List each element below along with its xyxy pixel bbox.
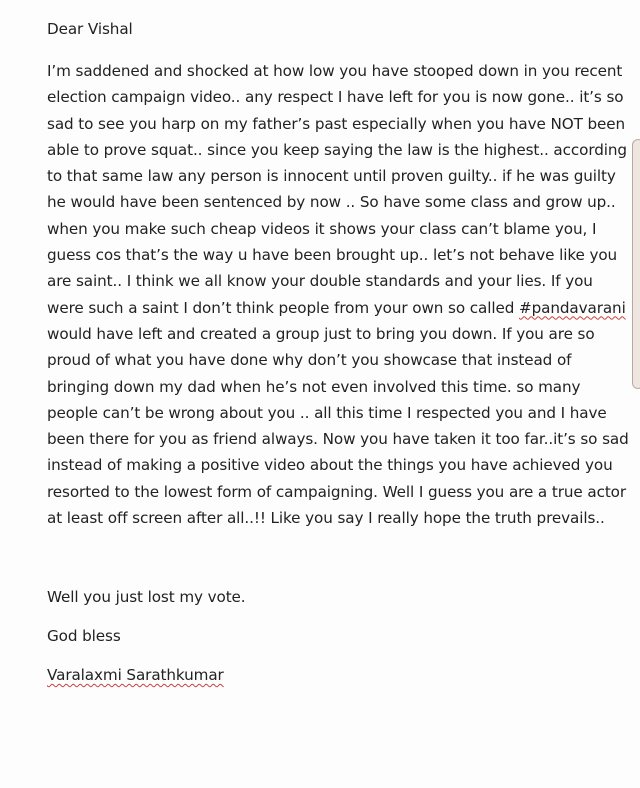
body-line-11: would have left and created a group just to bring you down. If you are so (47, 324, 595, 343)
body-line-17: resorted to the lowest form of campaigning. Well I guess you are a true actor (47, 482, 627, 501)
vertical-scrollbar[interactable] (632, 0, 640, 788)
body-line-9: are saint.. I think we all know your double standards and your lies. If you (47, 272, 593, 291)
body-line-13: bringing down my dad when he’s not even involved this time. so many (47, 377, 581, 396)
body-line-18: at least off screen after all..!! Like you say I really hope the truth prevails.. (47, 509, 605, 528)
body-line-3: sad to see you harp on my father’s past especially when you have NOT been (47, 114, 626, 133)
greeting: Dear Vishal (47, 20, 133, 38)
body-line-4: able to prove squat.. since you keep saying the law is the highest.. according (47, 140, 627, 159)
signature (47, 664, 224, 686)
body-line-5: to that same law any person is innocent until proven guilty.. if he was guilty (47, 167, 616, 186)
closing-line: Well you just lost my vote. (47, 588, 246, 606)
body-line-14: people can’t be wrong about you .. all this time I respected you and I have (47, 403, 607, 422)
body-line-1: I’m saddened and shocked at how low you have stooped down in you recent (47, 62, 623, 80)
body-line-8: guess cos that’s the way u have been brought up.. let’s not behave like you (47, 246, 618, 265)
hashtag-pandavarani: #pandavarani (518, 298, 626, 317)
body-line-16: instead of making a positive video about the things you have achieved you (47, 456, 613, 475)
body-line-6: he would have been sentenced by now .. So have some class and grow up.. (47, 193, 616, 212)
letter-body (47, 58, 629, 531)
body-line-12: proud of what you have done why don’t you showcase that instead of (47, 351, 572, 370)
body-line-15: been there for you as friend always. Now you have taken it too far..it’s so sad (47, 430, 629, 449)
scrollbar-thumb[interactable] (632, 139, 640, 389)
body-line-10 (47, 295, 629, 321)
body-line-7: when you make such cheap videos it shows your class can’t blame you, I (47, 219, 597, 238)
blessing-line: God bless (47, 627, 121, 645)
body-line-10-text: were such a saint I don’t think people from your own so called (47, 298, 519, 317)
signature-name: Varalaxmi Sarathkumar (47, 666, 224, 684)
body-line-2: election campaign video.. any respect I have left for you is now gone.. it’s so (47, 88, 624, 107)
